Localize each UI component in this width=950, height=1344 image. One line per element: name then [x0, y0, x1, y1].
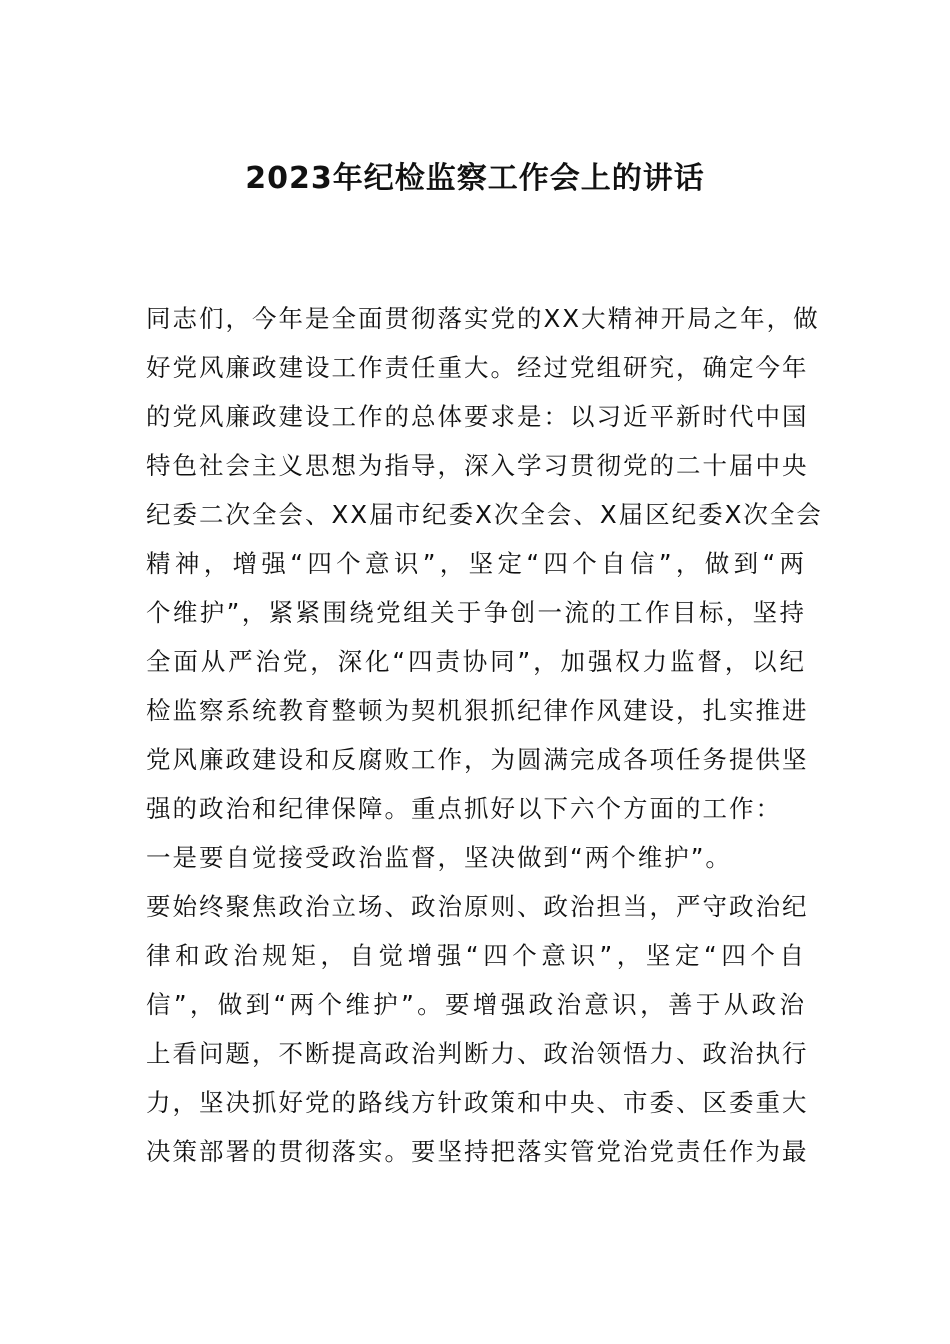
body-line: 全面从严治党，深化“四责协同”，加强权力监督，以纪	[146, 647, 806, 676]
document-body	[146, 294, 823, 1176]
body-line: 同志们，今年是全面贯彻落实党的XX大精神开局之年，做	[146, 304, 820, 333]
body-line: 信”，做到“两个维护”。要增强政治意识，善于从政治	[146, 990, 806, 1019]
section-heading: 一是要自觉接受政治监督，坚决做到“两个维护”。	[146, 843, 732, 872]
document-title: 2023年纪检监察工作会上的讲话	[245, 161, 705, 196]
body-line: 力，坚决抓好党的路线方针政策和中央、市委、区委重大	[146, 1088, 809, 1117]
body-line: 决策部署的贯彻落实。要坚持把落实管党治党责任作为最	[146, 1137, 809, 1166]
body-line: 检监察系统教育整顿为契机狠抓纪律作风建设，扎实推进	[146, 696, 809, 725]
body-line: 律和政治规矩，自觉增强“四个意识”，坚定“四个自	[146, 941, 806, 970]
body-line: 好党风廉政建设工作责任重大。经过党组研究，确定今年	[146, 353, 809, 382]
body-line: 个维护”，紧紧围绕党组关于争创一流的工作目标，坚持	[146, 598, 806, 627]
body-line: 纪委二次全会、XX届市纪委X次全会、X届区纪委X次全会	[146, 500, 823, 529]
body-line: 上看问题，不断提高政治判断力、政治领悟力、政治执行	[146, 1039, 809, 1068]
body-line: 党风廉政建设和反腐败工作，为圆满完成各项任务提供坚	[146, 745, 809, 774]
body-line: 强的政治和纪律保障。重点抓好以下六个方面的工作：	[146, 794, 782, 823]
body-line: 特色社会主义思想为指导，深入学习贯彻党的二十届中央	[146, 451, 809, 480]
body-line: 的党风廉政建设工作的总体要求是：以习近平新时代中国	[146, 402, 809, 431]
body-line: 要始终聚焦政治立场、政治原则、政治担当，严守政治纪	[146, 892, 809, 921]
body-line: 精神，增强“四个意识”，坚定“四个自信”，做到“两	[146, 549, 806, 578]
